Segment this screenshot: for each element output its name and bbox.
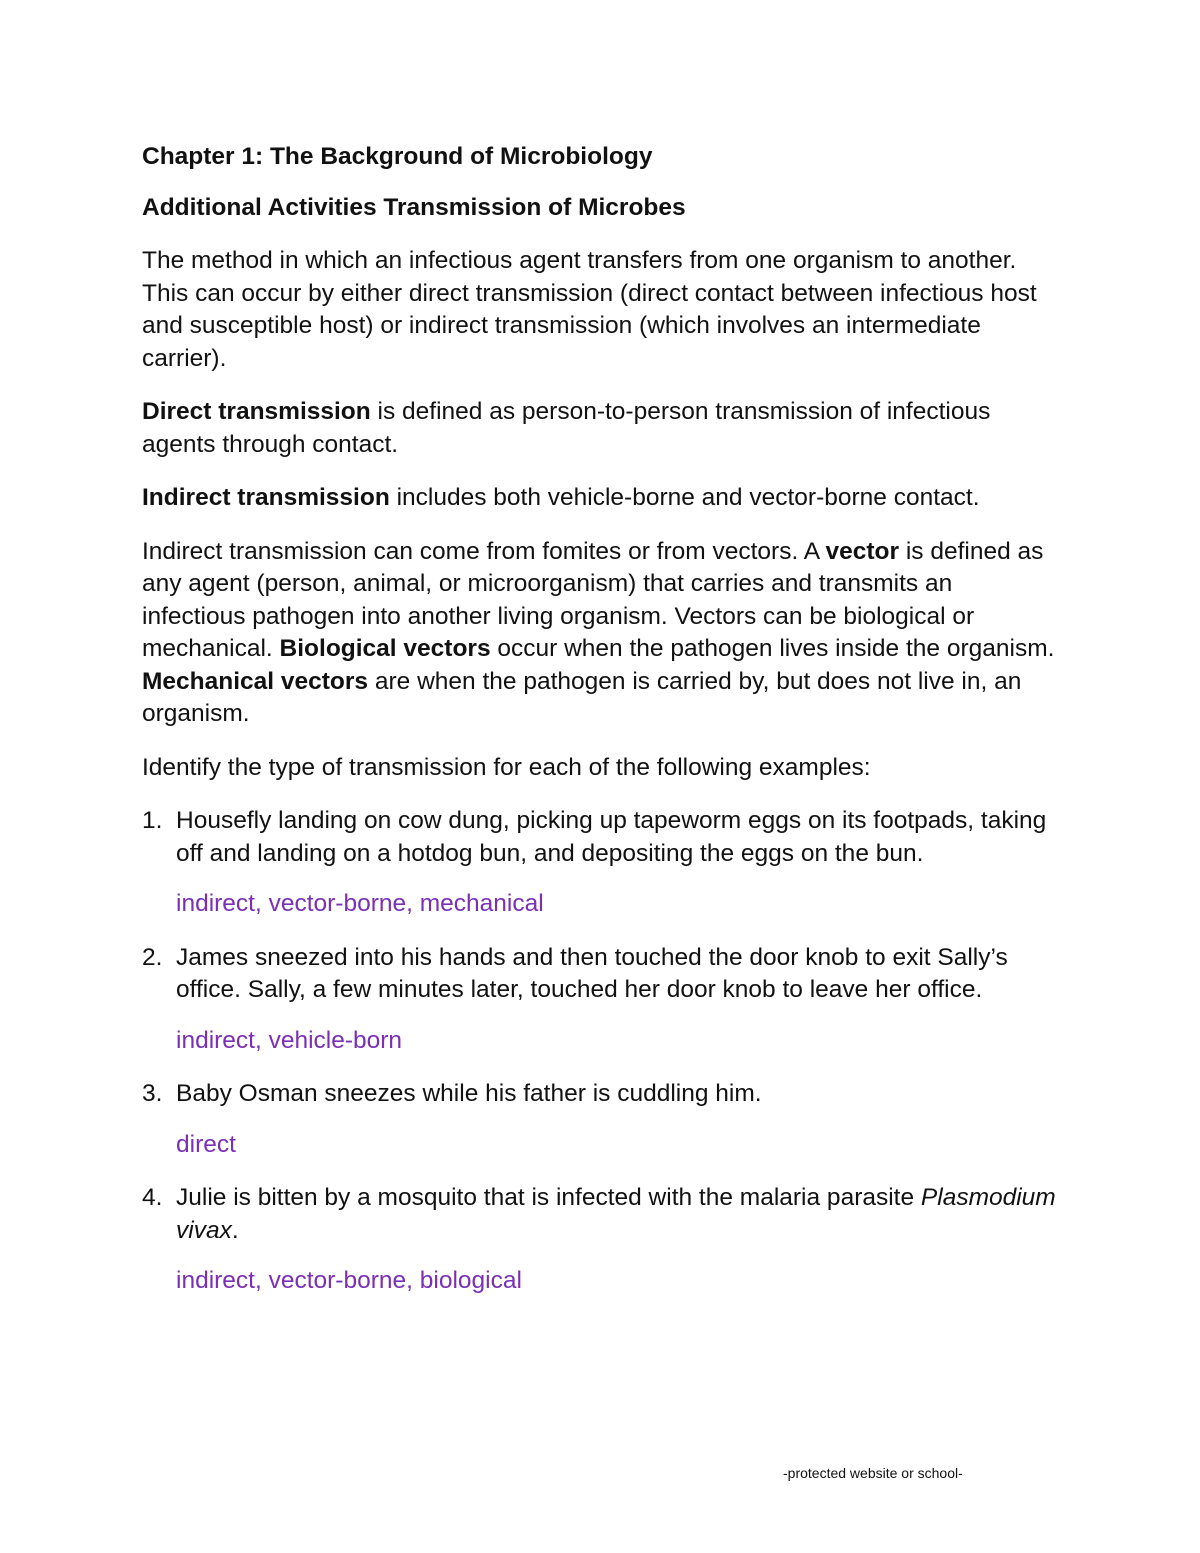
question-text: Baby Osman sneezes while his father is cuddling him. <box>176 1080 762 1107</box>
document-body <box>142 140 1062 1319</box>
answer-text: indirect, vector-borne, mechanical <box>176 890 544 917</box>
question-item-3 <box>142 1078 1062 1161</box>
vectors-text-1: Indirect transmission can come from fomites or from vectors. A <box>142 537 826 565</box>
vectors-text-4: are when the pathogen is carried by, but does not live in, an organism. <box>142 667 1022 727</box>
chapter-title: Chapter 1: The Background of Microbiology <box>142 143 653 170</box>
indirect-transmission-paragraph <box>142 482 1062 515</box>
question-number: 4. <box>142 1184 163 1211</box>
question-item-2 <box>142 942 1062 1058</box>
question-text: Housefly landing on cow dung, picking up tapeworm eggs on its footpads, taking off and landing on a hotdog bun, and depositing the eggs on the bun. <box>176 807 1047 867</box>
question-number: 1. <box>142 807 163 834</box>
question-list <box>142 805 1062 1298</box>
mechanical-vectors-term: Mechanical vectors <box>142 667 369 695</box>
answer-text: direct <box>176 1130 236 1158</box>
vectors-text-2: is defined as any agent (person, animal, or microorganism) that carries and transmits an infectious pathogen into another living organism. Vectors can be biological or mechanical. <box>142 537 1044 662</box>
activity-subtitle: Additional Activities Transmission of Microbes <box>142 194 686 221</box>
question-item-1 <box>142 805 1062 921</box>
vector-term: vector <box>825 537 900 565</box>
question-number: 3. <box>142 1080 163 1107</box>
question-text: James sneezed into his hands and then touched the door knob to exit Sally’s office. Sally, a few minutes later, touched her door knob to leave her office. <box>176 943 1008 1003</box>
biological-vectors-term: Biological vectors <box>279 635 491 662</box>
answer-text: indirect, vector-borne, biological <box>176 1267 522 1294</box>
question-number: 2. <box>142 943 163 971</box>
direct-transmission-definition: is defined as person-to-person transmission of infectious agents through contact. <box>142 398 991 458</box>
page-footer: -protected website or school- <box>783 1465 963 1481</box>
answer-text: indirect, vehicle-born <box>176 1026 403 1054</box>
direct-transmission-paragraph <box>142 396 1062 461</box>
instruction-paragraph: Identify the type of transmission for each of the following examples: <box>142 753 871 781</box>
vectors-paragraph <box>142 536 1062 731</box>
question-text <box>176 1182 1062 1247</box>
vectors-text-3: occur when the pathogen lives inside the organism. <box>490 635 1055 662</box>
intro-paragraph: The method in which an infectious agent transfers from one organism to another. This can occur by either direct transmission (direct contact between infectious host and susceptible host) or indirect transmission (which involves an intermediate carrier). <box>142 247 1037 372</box>
species-name: Plasmodium vivax <box>176 1184 1056 1244</box>
question-item-4 <box>142 1182 1062 1298</box>
question-text-end: . <box>231 1216 239 1244</box>
question-text-start: Julie is bitten by a mosquito that is infected with the malaria parasite <box>176 1184 921 1211</box>
direct-transmission-term: Direct transmission <box>142 398 371 425</box>
indirect-transmission-term: Indirect transmission <box>142 484 390 511</box>
indirect-transmission-definition: includes both vehicle-borne and vector-borne contact. <box>389 484 980 511</box>
